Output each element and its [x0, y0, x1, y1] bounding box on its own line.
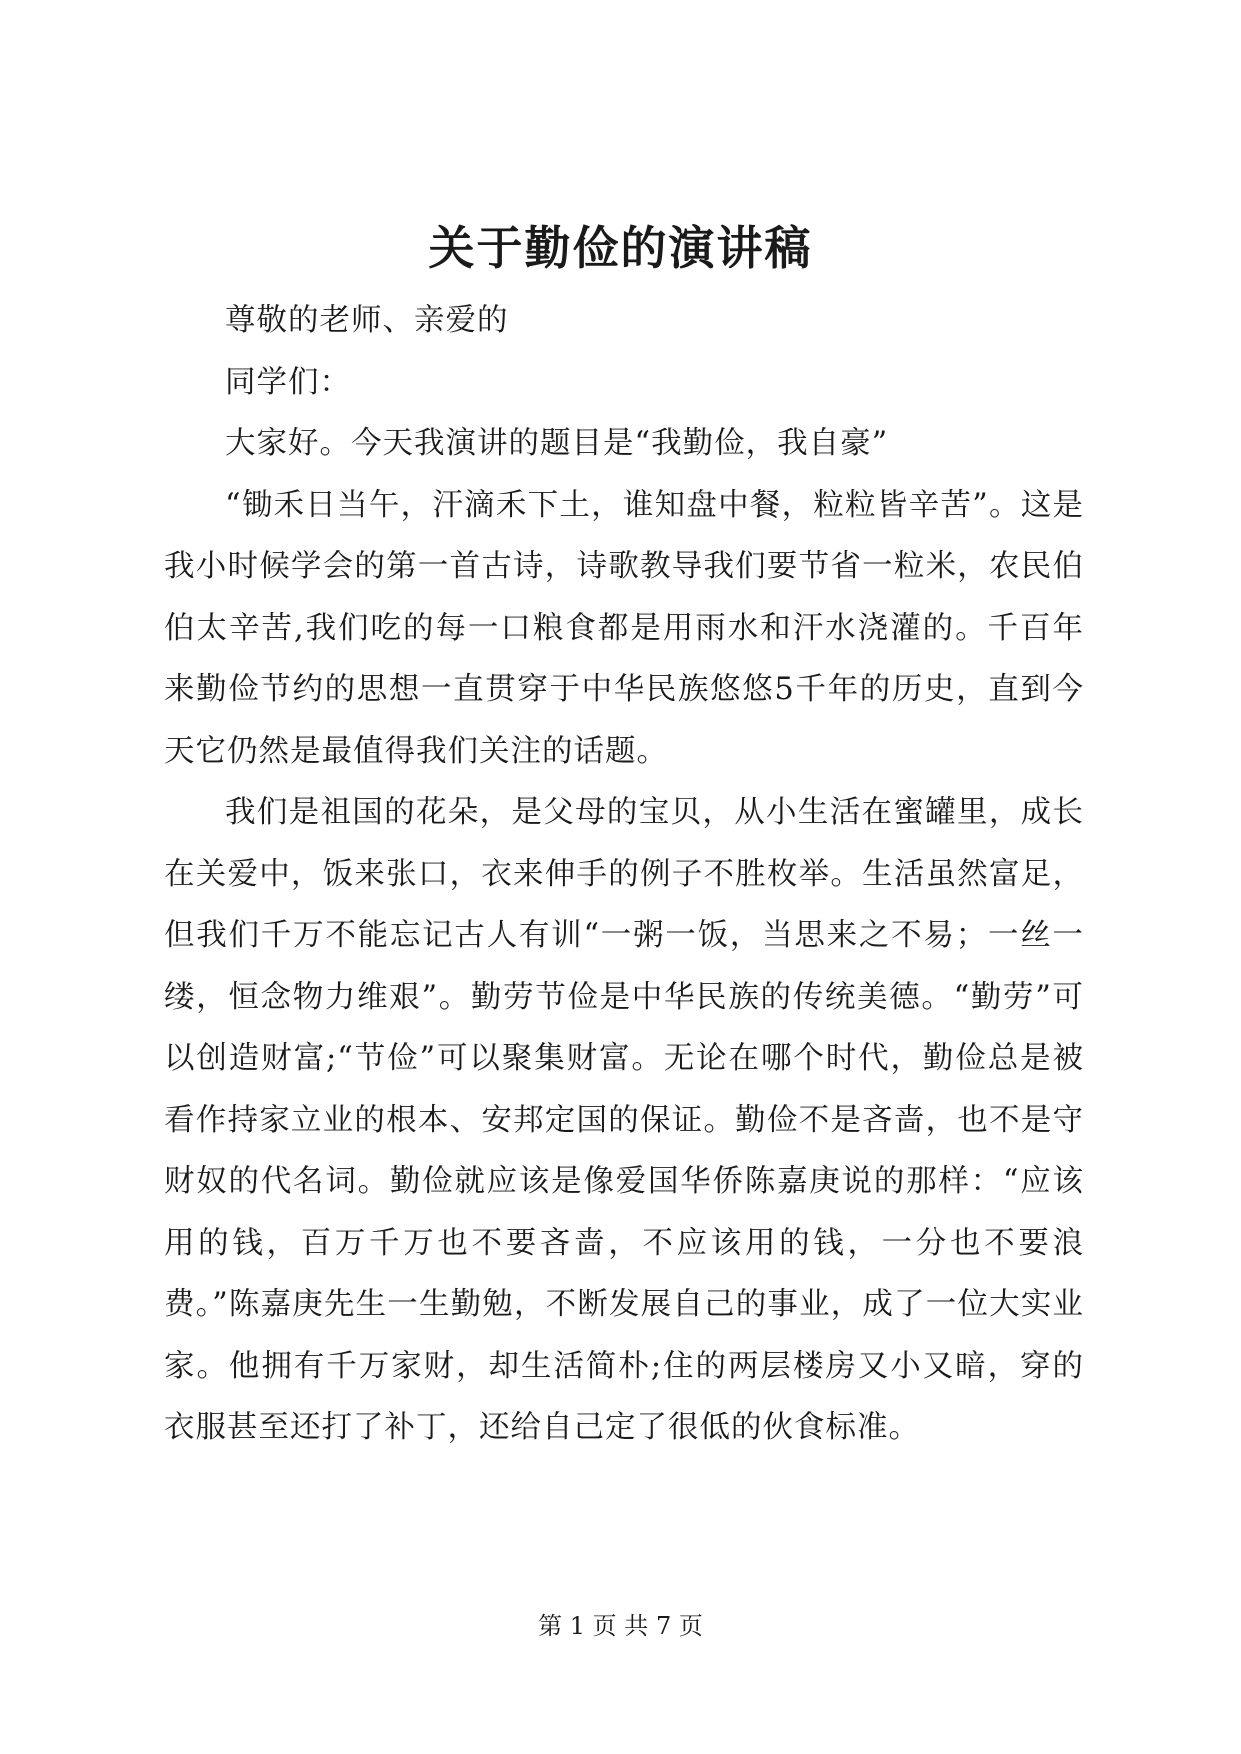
paragraph-intro: 大家好。今天我演讲的题目是“我勤俭，我自豪” [225, 426, 889, 461]
document-body [164, 290, 1084, 1459]
paragraph-salutation-2: 同学们： [225, 364, 351, 400]
paragraph-main: 我们是祖国的花朵，是父母的宝贝，从小生活在蜜罐里，成长在关爱中，饭来张口，衣来伸手的例子不胜枚举。生活虽然富足，但我们千万不能忘记古人有训“一粥一饭，当思来之不易；一丝一缕，恒念物力维艰”。勤劳节俭是中华民族的传统美德。“勤劳”可以创造财富;“节俭”可以聚集财富。无论在哪个时代，勤俭总是被看作持家立业的根本、安邦定国的保证。勤俭不是吝啬，也不是守财奴的代名词。勤俭就应该是像爱国华侨陈嘉庚说的那样：“应该用的钱，百万千万也不要吝啬，不应该用的钱，一分也不要浪费。”陈嘉庚先生一生勤勉，不断发展自己的事业，成了一位大实业家。他拥有千万家财，却生活简朴;住的两层楼房又小又暗，穿的衣服甚至还打了补丁，还给自己定了很低的伙食标准。 [164, 795, 1084, 1445]
paragraph-poem: “锄禾日当午，汗滴禾下土，谁知盘中餐，粒粒皆辛苦”。这是我小时候学会的第一首古诗，诗歌教导我们要节省一粒米，农民伯伯太辛苦,我们吃的每一口粮食都是用雨水和汗水浇灌的。千百年来勤俭节约的思想一直贯穿于中华民族悠悠5千年的历史，直到今天它仍然是最值得我们关注的话题。 [164, 487, 1084, 769]
document-title: 关于勤俭的演讲稿 [428, 221, 813, 275]
paragraph-salutation-1: 尊敬的老师、亲爱的 [225, 303, 509, 338]
page-footer: 第 1 页 共 7 页 [538, 1612, 703, 1640]
